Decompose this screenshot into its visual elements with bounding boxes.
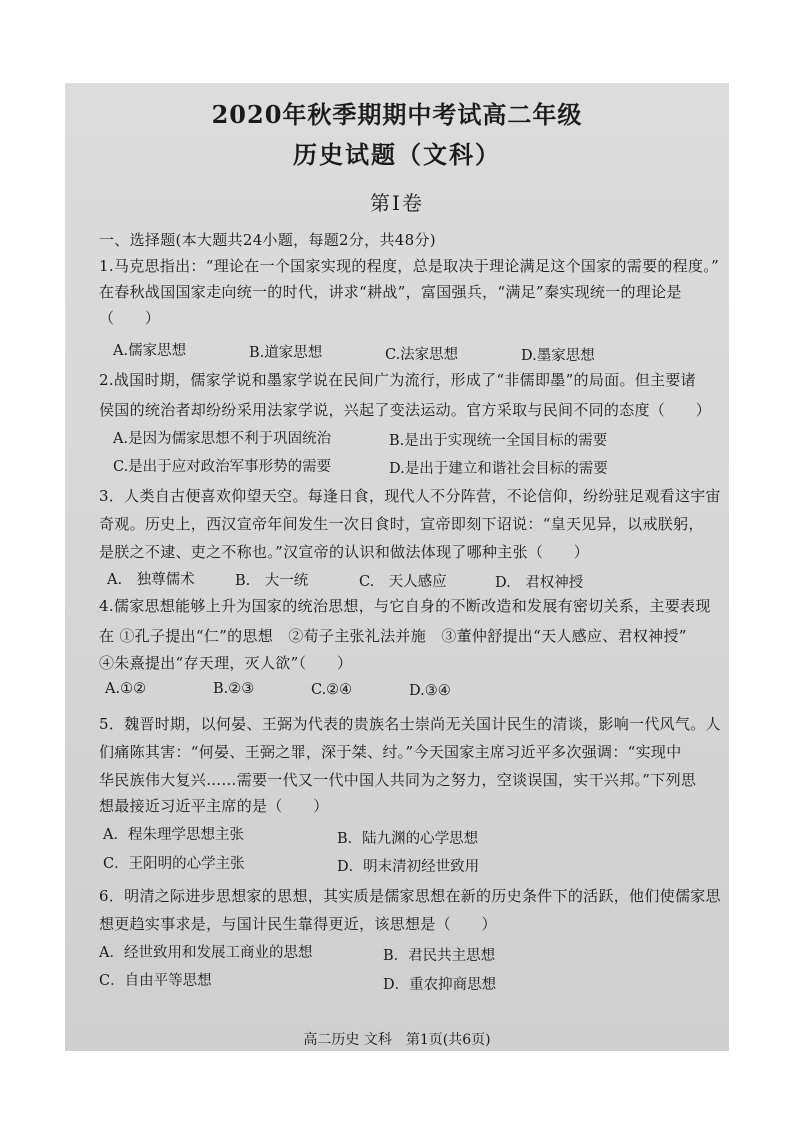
page-footer: 高二历史 文科 第1页(共6页): [303, 1032, 491, 1048]
q5-option-a: A．程朱理学思想主张: [103, 827, 244, 843]
q3-line-3: 是朕之不逮、吏之不称也。”汉宣帝的认识和做法体现了哪种主张（ ）: [99, 543, 590, 561]
q4-line-1: 4.儒家思想能够上升为国家的统治思想，与它自身的不断改造和发展有密切关系，主要表现: [99, 597, 711, 615]
q6-line-1: 6．明清之际进步思想家的思想，其实质是儒家思想在新的历史条件下的活跃，他们使儒家思: [99, 887, 721, 905]
exam-page: [65, 83, 729, 1051]
q6-option-b: B．君民共主思想: [383, 948, 496, 964]
q1-option-d: D.墨家思想: [521, 348, 595, 364]
q6-option-c: C．自由平等思想: [99, 973, 212, 989]
q4-line-2: 在 ①孔子提出“仁”的思想 ②荀子主张礼法并施 ③董仲舒提出“天人感应、君权神授”: [99, 627, 687, 645]
section-heading: 一、选择题(本大题共24小题，每题2分，共48分): [99, 231, 436, 249]
q4-option-c: C.②④: [311, 682, 353, 698]
q2-option-b: B.是出于实现统一全国目标的需要: [389, 433, 608, 449]
q2-option-c: C.是出于应对政治军事形势的需要: [113, 459, 332, 475]
q1-option-c: C.法家思想: [385, 347, 459, 363]
q5-line-1: 5．魏晋时期，以何晏、王弼为代表的贵族名士崇尚无关国计民生的清谈，影响一代风气。人: [99, 715, 721, 733]
q5-line-2: 们痛陈其害：“何晏、王弼之罪，深于桀、纣。”今天国家主席习近平多次强调：“实现中: [99, 743, 682, 761]
q2-option-d: D.是出于建立和谐社会目标的需要: [389, 461, 608, 477]
q3-option-b: B. 大一统: [235, 573, 309, 589]
q5-line-3: 华民族伟大复兴……需要一代又一代中国人共同为之努力，空谈误国，实干兴邦。”下列思: [99, 771, 697, 789]
q6-option-d: D．重农抑商思想: [383, 977, 497, 993]
q6-option-a: A．经世致用和发展工商业的思想: [99, 945, 313, 961]
q3-option-d: D. 君权神授: [495, 575, 584, 591]
q5-option-c: C．王阳明的心学主张: [103, 856, 245, 872]
q3-line-1: 3．人类自古便喜欢仰望天空。每逢日食，现代人不分阵营，不论信仰，纷纷驻足观看这宇宙: [99, 487, 721, 505]
exam-subtitle: 历史试题（文科）: [293, 140, 501, 169]
q1-line-1: 1.马克思指出：“理论在一个国家实现的程度，总是取决于理论满足这个国家的需要的程度。”: [99, 257, 720, 275]
q4-option-d: D.③④: [409, 683, 451, 699]
q1-option-a: A.儒家思想: [113, 343, 187, 359]
exam-title: 2020年秋季期期中考试高二年级: [211, 100, 583, 129]
q1-option-b: B.道家思想: [249, 345, 323, 361]
q4-line-3: ④朱熹提出“存天理，灭人欲”（ ）: [99, 654, 353, 672]
q4-option-a: A.①②: [105, 681, 147, 697]
q3-line-2: 奇观。历史上，西汉宣帝年间发生一次日食时，宣帝即刻下诏说：“皇天见异，以戒朕躬，: [99, 515, 704, 533]
q5-option-d: D．明末清初经世致用: [337, 859, 480, 875]
q3-option-c: C. 天人感应: [359, 574, 447, 590]
q5-option-b: B．陆九渊的心学思想: [337, 831, 479, 847]
q1-line-3: （ ）: [99, 309, 161, 327]
q5-line-4: 想最接近习近平主席的是（ ）: [99, 797, 329, 815]
q2-line-2: 侯国的统治者却纷纷采用法家学说，兴起了变法运动。官方采取与民间不同的态度（ ）: [99, 401, 712, 419]
q6-line-2: 想更趋实事求是，与国计民生靠得更近，该思想是（ ）: [99, 915, 497, 933]
q1-line-2: 在春秋战国国家走向统一的时代，讲求“耕战”，富国强兵，“满足”秦实现统一的理论是: [99, 283, 682, 301]
q3-option-a: A. 独尊儒术: [107, 572, 195, 588]
q2-line-1: 2.战国时期，儒家学说和墨家学说在民间广为流行，形成了“非儒即墨”的局面。但主要诸: [99, 371, 696, 389]
q4-option-b: B.②③: [213, 681, 255, 697]
volume-label: 第Ⅰ卷: [370, 191, 424, 215]
q2-option-a: A.是因为儒家思想不利于巩固统治: [113, 431, 332, 447]
